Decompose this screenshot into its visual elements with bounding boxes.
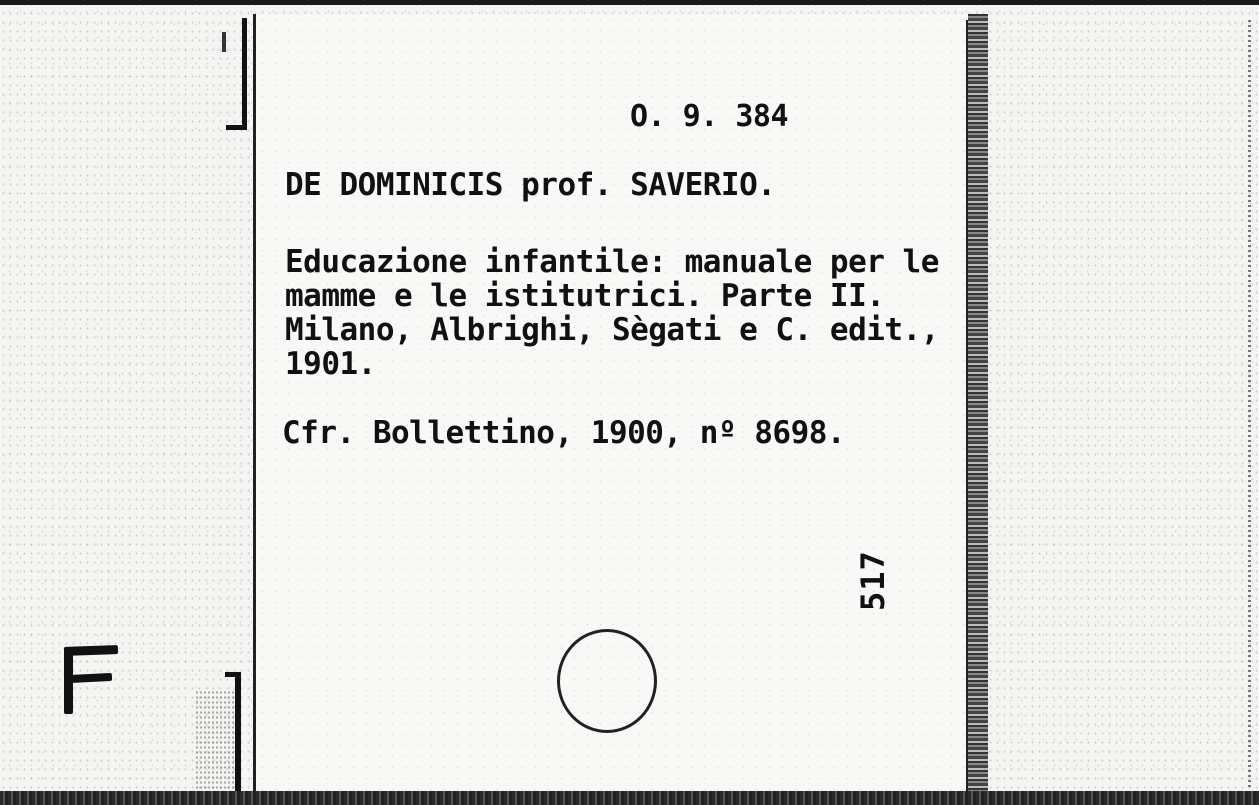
top-border [0,0,1259,5]
title-description [285,245,939,381]
bottom-border [0,791,1259,805]
author-heading: DE DOMINICIS prof. SAVERIO. [285,167,776,203]
handwritten-letter-f [62,646,122,716]
bibliographic-reference: Cfr. Bollettino, 1900, nº 8698. [282,415,846,451]
description-line: Milano, Albrighi, Sègati e C. edit., [285,312,939,348]
card-edge-shadow [968,14,988,794]
description-line: mamme e le istitutrici. Parte II. [285,278,885,314]
bottom-bracket-vertical [235,672,241,794]
right-edge-noise [1248,20,1251,790]
scan-noise-strip [195,690,235,790]
punched-hole [557,629,657,733]
tick-mark [222,32,226,52]
top-bracket-vertical [242,18,247,130]
bottom-bracket-horizontal [225,672,241,677]
shelfmark: O. 9. 384 [630,99,789,134]
rotated-card-number: 517 [854,550,892,611]
top-bracket-horizontal [226,125,247,130]
description-line: Educazione infantile: manuale per le [285,244,939,280]
description-line: 1901. [285,346,376,382]
